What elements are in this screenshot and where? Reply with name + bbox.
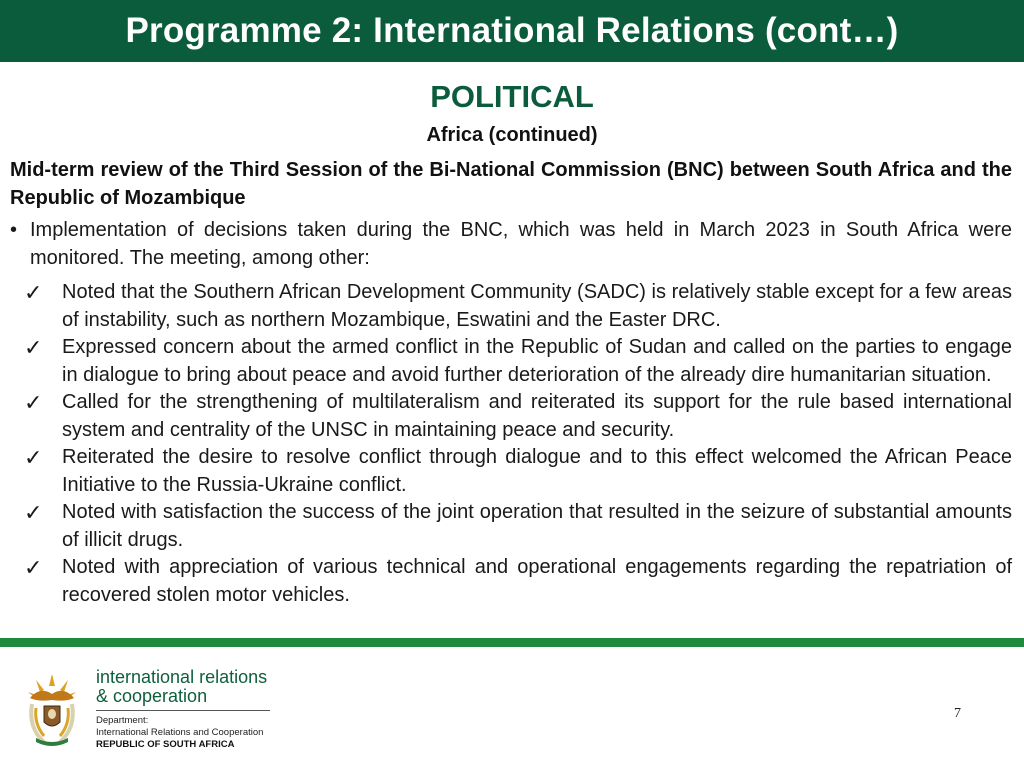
section-heading: POLITICAL xyxy=(430,79,594,114)
dept-label: Department: xyxy=(96,715,149,726)
page-number: 7 xyxy=(954,706,961,721)
check-item-text: Reiterated the desire to resolve conflict through dialogue and to this effect welcomed the African Peace Initiative to the Russia-Ukraine conflict. xyxy=(62,446,1012,496)
footer-divider xyxy=(0,638,1024,647)
check-item xyxy=(24,554,1012,609)
check-item xyxy=(24,444,1012,499)
brand-block xyxy=(96,668,270,751)
title-bar xyxy=(0,0,1024,62)
dept-name: International Relations and Cooperation xyxy=(96,727,264,738)
check-item-text: Expressed concern about the armed conflict in the Republic of Sudan and called on the parties to engage in dialogue to bring about peace and avoid further deterioration of the already dire humanitarian situation. xyxy=(62,336,1012,386)
check-item xyxy=(24,279,1012,334)
bullet-icon: • xyxy=(10,219,18,241)
country-name: REPUBLIC OF SOUTH AFRICA xyxy=(96,739,235,750)
slide-content xyxy=(10,157,1012,609)
topic-heading: Mid-term review of the Third Session of the Bi-National Commission (BNC) between South Africa and the Republic of Mozambique xyxy=(10,159,1012,209)
check-item xyxy=(24,389,1012,444)
brand-line-2: & cooperation xyxy=(96,686,208,706)
checkmark-icon: ✓ xyxy=(24,555,43,580)
slide-title: Programme 2: International Relations (cont…) xyxy=(125,11,899,50)
check-item-text: Noted that the Southern African Development Community (SADC) is relatively stable except for a few areas of instability, such as northern Mozambique, Eswatini and the Easter DRC. xyxy=(62,281,1012,331)
checkmark-icon: ✓ xyxy=(24,280,43,305)
check-item-text: Noted with satisfaction the success of the joint operation that resulted in the seizure of substantial amounts of illicit drugs. xyxy=(62,501,1012,551)
check-item xyxy=(24,334,1012,389)
check-list xyxy=(24,279,1012,609)
brand-divider xyxy=(96,710,270,711)
bullet-text: Implementation of decisions taken during the BNC, which was held in March 2023 in South Africa were monitored. The meeting, among other: xyxy=(30,219,1012,269)
checkmark-icon: ✓ xyxy=(24,390,43,415)
checkmark-icon: ✓ xyxy=(24,500,43,525)
subsection-heading: Africa (continued) xyxy=(426,124,598,146)
coat-of-arms-icon xyxy=(22,668,82,750)
checkmark-icon: ✓ xyxy=(24,335,43,360)
check-item xyxy=(24,499,1012,554)
check-item-text: Noted with appreciation of various technical and operational engagements regarding the repatriation of recovered stolen motor vehicles. xyxy=(62,556,1012,606)
brand-line-1: international relations xyxy=(96,667,268,687)
check-item-text: Called for the strengthening of multilateralism and reiterated its support for the rule based international system and centrality of the UNSC in maintaining peace and security. xyxy=(62,391,1012,441)
bullet-item xyxy=(10,217,1012,272)
checkmark-icon: ✓ xyxy=(24,445,43,470)
